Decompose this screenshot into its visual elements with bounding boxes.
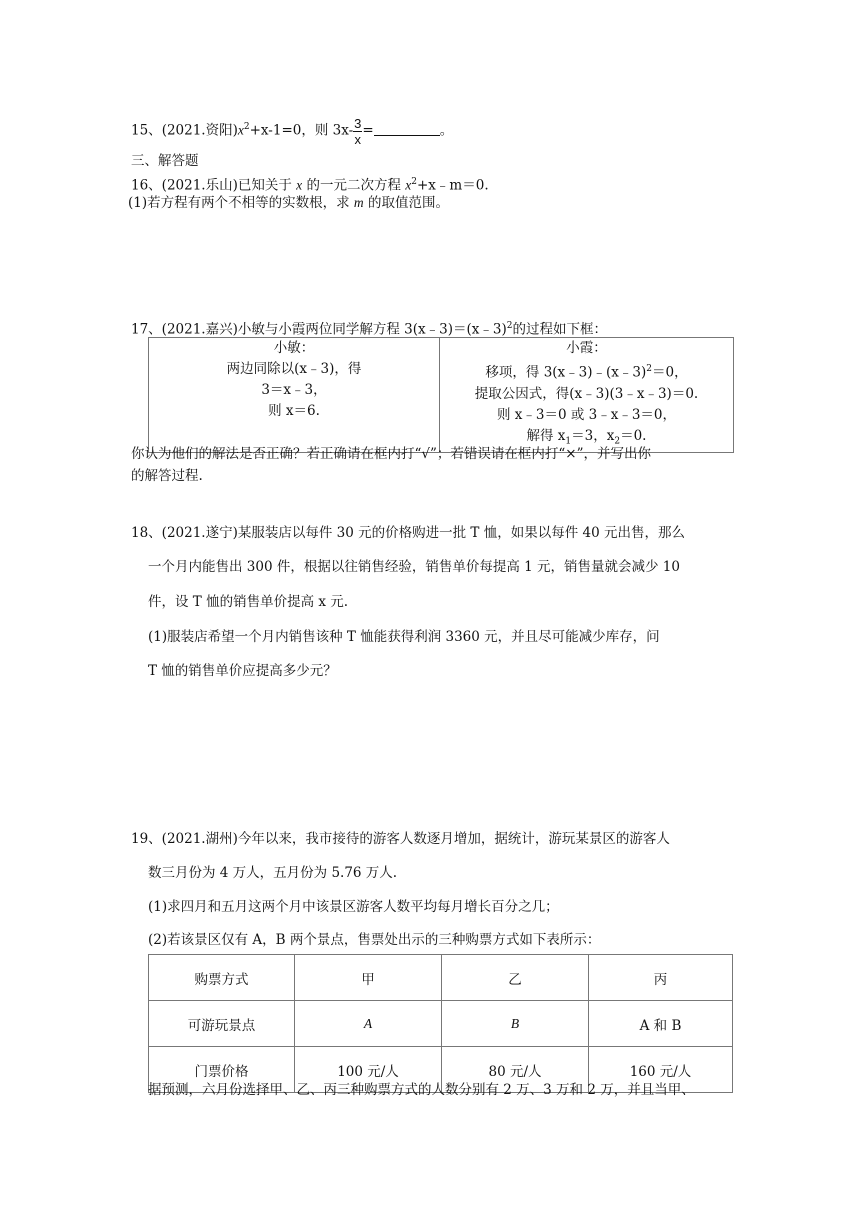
question-18-line-1: 18、(2021.遂宁)某服装店以每件 30 元的价格购进一批 T 恤，如果以每件 40 元出售，那么 [131,525,685,541]
question-16-part-1 [128,193,449,213]
solution-text: ＝0， [652,364,688,381]
table-cell [442,1001,589,1047]
solution-line: 则 x﹣3＝0 或 3﹣x﹣3＝0， [496,406,677,423]
question-19-line-final: 据预测，六月份选择甲、乙、丙三种购票方式的人数分别有 2 万、3 万和 2 万，并且当甲、 [148,1082,695,1098]
ticket-table [148,954,733,1093]
solution-text: ＝0. [620,427,647,444]
question-17-prompt-line-1: 你认为他们的解法是否正确？若正确请在框内打“√”；若错误请在框内打“×”，并写出你 [131,446,652,462]
superscript: 2 [506,321,513,331]
superscript: 2 [646,364,652,374]
equation-variable: x [405,177,412,193]
solution-text: 解得 x [526,427,566,444]
fraction-denominator: x [354,131,362,147]
question-19-part-2: (2)若该景区仅有 A，B 两个景点，售票处出示的三种购票方式如下表所示： [148,932,601,948]
solution-line [440,359,733,384]
table-cell: 100 元/人 [295,1047,442,1093]
subscript: 2 [614,436,621,447]
table-row [149,955,733,1001]
table-cell: 80 元/人 [442,1047,589,1093]
equals-sign: = [362,122,374,139]
question-16 [131,172,489,196]
question-18-line-2: 一个月内能售出 300 件，根据以往销售经验，销售单价每提高 1 元，销售量就会减少 10 [148,559,680,575]
question-number: 15、 [131,122,162,139]
superscript: 2 [411,177,417,187]
question-19-line-1: 19、(2021.湖州)今年以来，我市接待的游客人数逐月增加，据统计，游玩某景区的游客人 [131,831,670,847]
table-cell [295,1001,442,1047]
table-cell: 丙 [589,955,733,1001]
variable-m: m [353,195,364,210]
solution-text: 移项，得 3(x﹣3)﹣(x﹣3) [485,364,647,381]
xiaomin-solution [149,338,440,453]
question-text: 16、(2021.乐山)已知关于 [131,177,292,194]
xiaoxia-solution [440,338,734,453]
table-cell: 甲 [295,955,442,1001]
question-19-line-2: 数三月份为 4 万人，五月份为 5.76 万人. [148,865,398,881]
question-19-part-1: (1)求四月和五月这两个月中该景区游客人数平均每月增长百分之几； [148,899,559,915]
answer-blank [374,123,440,136]
solution-line: 提取公因式，得(x﹣3)(3﹣x﹣3)＝0. [474,385,699,402]
equation-variable: x [237,122,244,138]
equation-text: +x﹣m＝0. [417,177,489,194]
section-title: 三、解答题 [131,153,199,169]
table-cell: 可游玩景点 [149,1001,295,1047]
variable-x: x [296,177,303,193]
solution-comparison-box [148,337,734,453]
table-cell: 乙 [442,955,589,1001]
cell-variable: A [363,1015,373,1031]
table-cell: 门票价格 [149,1047,295,1093]
solver-name: 小霞： [566,340,607,356]
question-18-part-1-line-2: T 恤的销售单价应提高多少元？ [148,663,337,679]
solution-text: ＝3，x [571,427,615,444]
period: 。 [439,122,454,139]
table-cell: 160 元/人 [589,1047,733,1093]
question-text: 17、(2021.嘉兴)小敏与小霞两位同学解方程 3(x﹣3)＝(x﹣3) [131,321,507,338]
question-text: 的一元二次方程 [306,177,401,194]
solution-line: 3＝x﹣3， [261,382,327,398]
part-text: 的取值范围。 [367,195,449,211]
subscript: 1 [565,436,572,447]
question-18-part-1-line-1: (1)服装店希望一个月内销售该种 T 恤能获得利润 3360 元，并且尽可能减少库存，问 [148,629,660,645]
cell-variable: B [510,1015,520,1031]
question-18-line-3: 件，设 T 恤的销售单价提高 x 元. [148,594,349,610]
table-row [149,1001,733,1047]
equation-text: +x-1=0，则 3x- [249,122,354,139]
solver-name: 小敏： [273,340,315,356]
question-source: (2021.资阳) [161,122,238,139]
question-15 [131,107,453,147]
table-cell: A 和 B [589,1001,733,1047]
question-17-prompt-line-2: 的解答过程. [131,468,203,484]
question-17 [131,316,607,340]
solution-line: 两边同除以(x﹣3)，得 [226,361,362,377]
part-text: (1)若方程有两个不相等的实数根，求 [128,195,350,211]
table-cell: 购票方式 [149,955,295,1001]
fraction-numerator: 3 [354,115,362,131]
question-text: 的过程如下框： [512,321,607,338]
solution-line: 则 x＝6. [268,403,320,419]
superscript: 2 [243,122,250,132]
